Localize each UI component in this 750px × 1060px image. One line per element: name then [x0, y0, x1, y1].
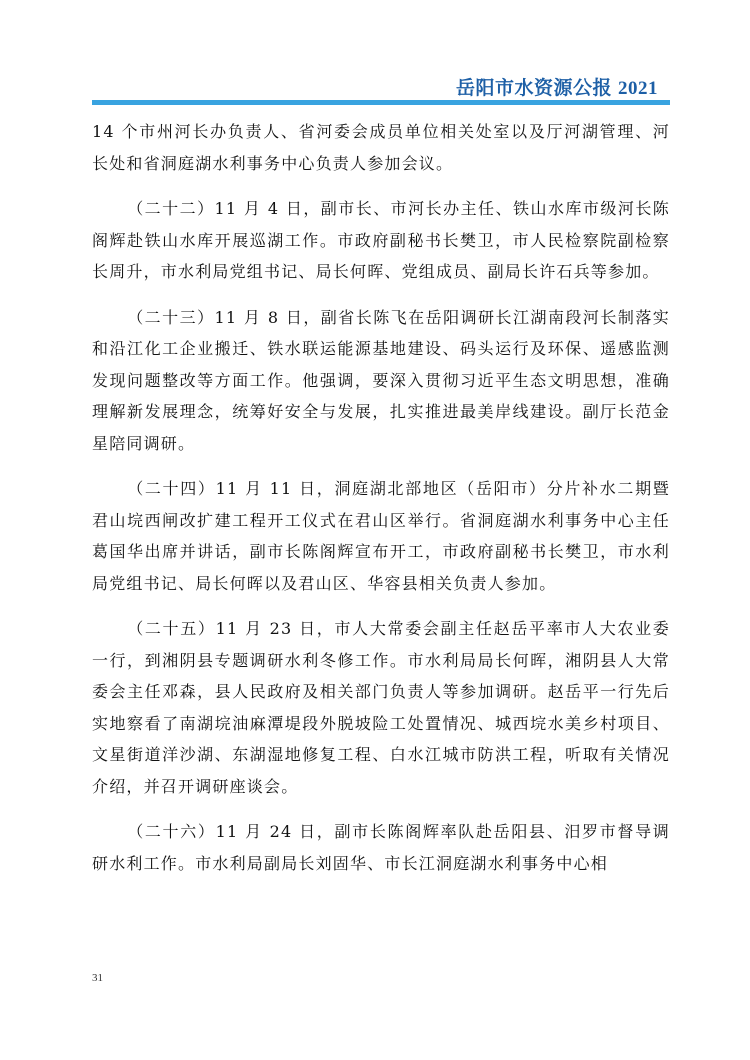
- paragraph-item-26: （二十六）11 月 24 日，副市长陈阁辉率队赴岳阳县、汨罗市督导调研水利工作。市水利局副局长刘固华、市长江洞庭湖水利事务中心相: [92, 822, 670, 873]
- paragraph-item-24: （二十四）11 月 11 日，洞庭湖北部地区（岳阳市）分片补水二期暨君山垸西闸改扩建工程开工仪式在君山区举行。省洞庭湖水利事务中心主任葛国华出席并讲话，副市长陈阁辉宣布开工，市政府副秘书长樊卫，市水利局党组书记、局长何晖以及君山区、华容县相关负责人参加。: [92, 479, 670, 593]
- header-divider: [92, 100, 670, 105]
- header-title-text: 岳阳市水资源公报: [455, 77, 612, 99]
- paragraph-continuation: 14 个市州河长办负责人、省河委会成员单位相关处室以及厅河湖管理、河长处和省洞庭湖水利事务中心负责人参加会议。: [92, 122, 670, 173]
- page-header-title: [456, 73, 658, 100]
- page-number: 31: [92, 972, 103, 984]
- paragraph-item-22: （二十二）11 月 4 日，副市长、市河长办主任、铁山水库市级河长陈阁辉赴铁山水库开展巡湖工作。市政府副秘书长樊卫，市人民检察院副检察长周升，市水利局党组书记、局长何晖、党组成员、副局长许石兵等参加。: [92, 199, 670, 281]
- paragraph-item-25: （二十五）11 月 23 日，市人大常委会副主任赵岳平率市人大农业委一行，到湘阴县专题调研水利冬修工作。市水利局局长何晖，湘阴县人大常委会主任邓森，县人民政府及相关部门负责人等参加调研。赵岳平一行先后实地察看了南湖垸油麻潭堤段外脱坡险工处置情况、城西垸水美乡村项目、文星街道洋沙湖、东湖湿地修复工程、白水江城市防洪工程，听取有关情况介绍，并召开调研座谈会。: [92, 619, 670, 796]
- paragraph-item-23: （二十三）11 月 8 日，副省长陈飞在岳阳调研长江湖南段河长制落实和沿江化工企业搬迁、铁水联运能源基地建设、码头运行及环保、遥感监测发现问题整改等方面工作。他强调，要深入贯彻习近平生态文明思想，准确理解新发展理念，统筹好安全与发展，扎实推进最美岸线建设。副厅长范金星陪同调研。: [92, 307, 670, 453]
- header-year: 2021: [618, 78, 658, 99]
- document-body: [92, 116, 670, 893]
